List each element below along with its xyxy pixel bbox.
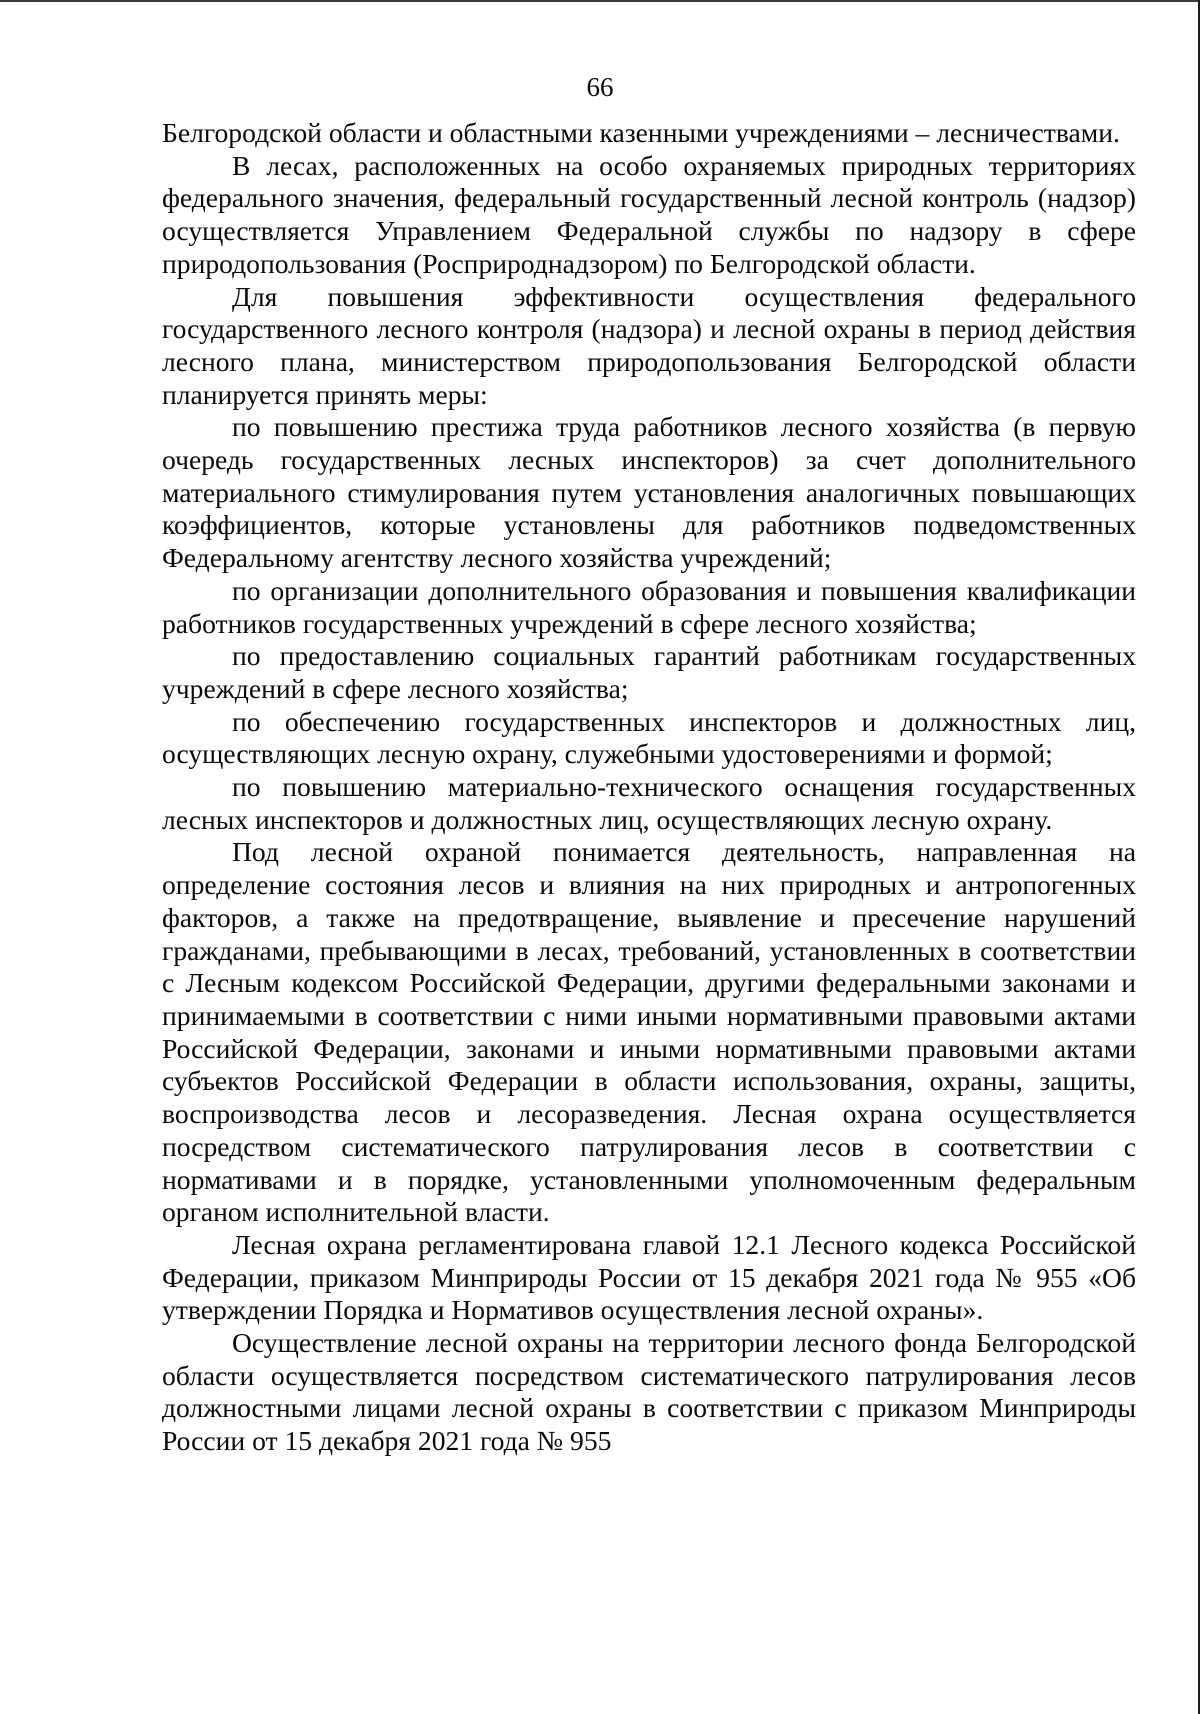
list-item: по повышению престижа труда работников лесного хозяйства (в первую очередь государственных лесных инспекторов) за счет дополнительного материального стимулирования путем установления аналогичных повышающих коэффициентов, которые установлены для работников подведомственных Федеральному агентству лесного хозяйства учреждений; (162, 411, 1136, 574)
list-item: по обеспечению государственных инспекторов и должностных лиц, осуществляющих лесную охрану, служебными удостоверениями и формой; (162, 705, 1136, 770)
paragraph: Белгородской области и областными казенными учреждениями – лесничествами. (162, 117, 1120, 148)
scan-top-edge (0, 0, 1200, 2)
paragraph: В лесах, расположенных на особо охраняемых природных территориях федерального значения, федеральный государственный лесной контроль (надзор) осуществляется Управлением Федеральной службы по надзору в сфере природопользования (Росприроднадзором) по Белгородской области. (162, 149, 1136, 279)
list-item: по повышению материально-технического оснащения государственных лесных инспекторов и должностных лиц, осуществляющих лесную охрану. (162, 771, 1136, 835)
paragraph: Под лесной охраной понимается деятельность, направленная на определение состояния лесов и влияния на них природных и антропогенных факторов, а также на предотвращение, выявление и пресечение нарушений гражданами, пребывающими в лесах, требований, установленных в соответствии с Лесным кодексом Российской Федерации, другими федеральными законами и принимаемыми в соответствии с ними иными нормативными правовыми актами Российской Федерации, законами и иными нормативными правовыми актами субъектов Российской Федерации в области использования, охраны, защиты, воспроизводства лесов и лесоразведения. Лесная охрана осуществляется посредством систематического патрулирования лесов в соответствии с нормативами и в порядке, установленными уполномоченным федеральным органом исполнительной власти. (162, 836, 1136, 1228)
list-item: по предоставлению социальных гарантий работникам государственных учреждений в сфере лесного хозяйства; (162, 640, 1136, 704)
paragraph: Для повышения эффективности осуществления федерального государственного лесного контроля (надзора) и лесной охраны в период действия лесного плана, министерством природопользования Белгородской области планируется принять меры: (162, 280, 1136, 410)
paragraph: Осуществление лесной охраны на территории лесного фонда Белгородской области осуществляется посредством систематического патрулирования лесов должностными лицами лесной охраны в соответствии с приказом Минприроды России от 15 декабря 2021 года № 955 (162, 1327, 1136, 1457)
list-item: по организации дополнительного образования и повышения квалификации работников государственных учреждений в сфере лесного хозяйства; (162, 574, 1136, 639)
paragraph: Лесная охрана регламентирована главой 12.1 Лесного кодекса Российской Федерации, приказом Минприроды России от 15 декабря 2021 года № 955 «Об утверждении Порядка и Нормативов осуществления лесной охраны». (162, 1228, 1136, 1326)
page-number: 66 (586, 72, 614, 102)
document-body (162, 117, 1136, 1458)
